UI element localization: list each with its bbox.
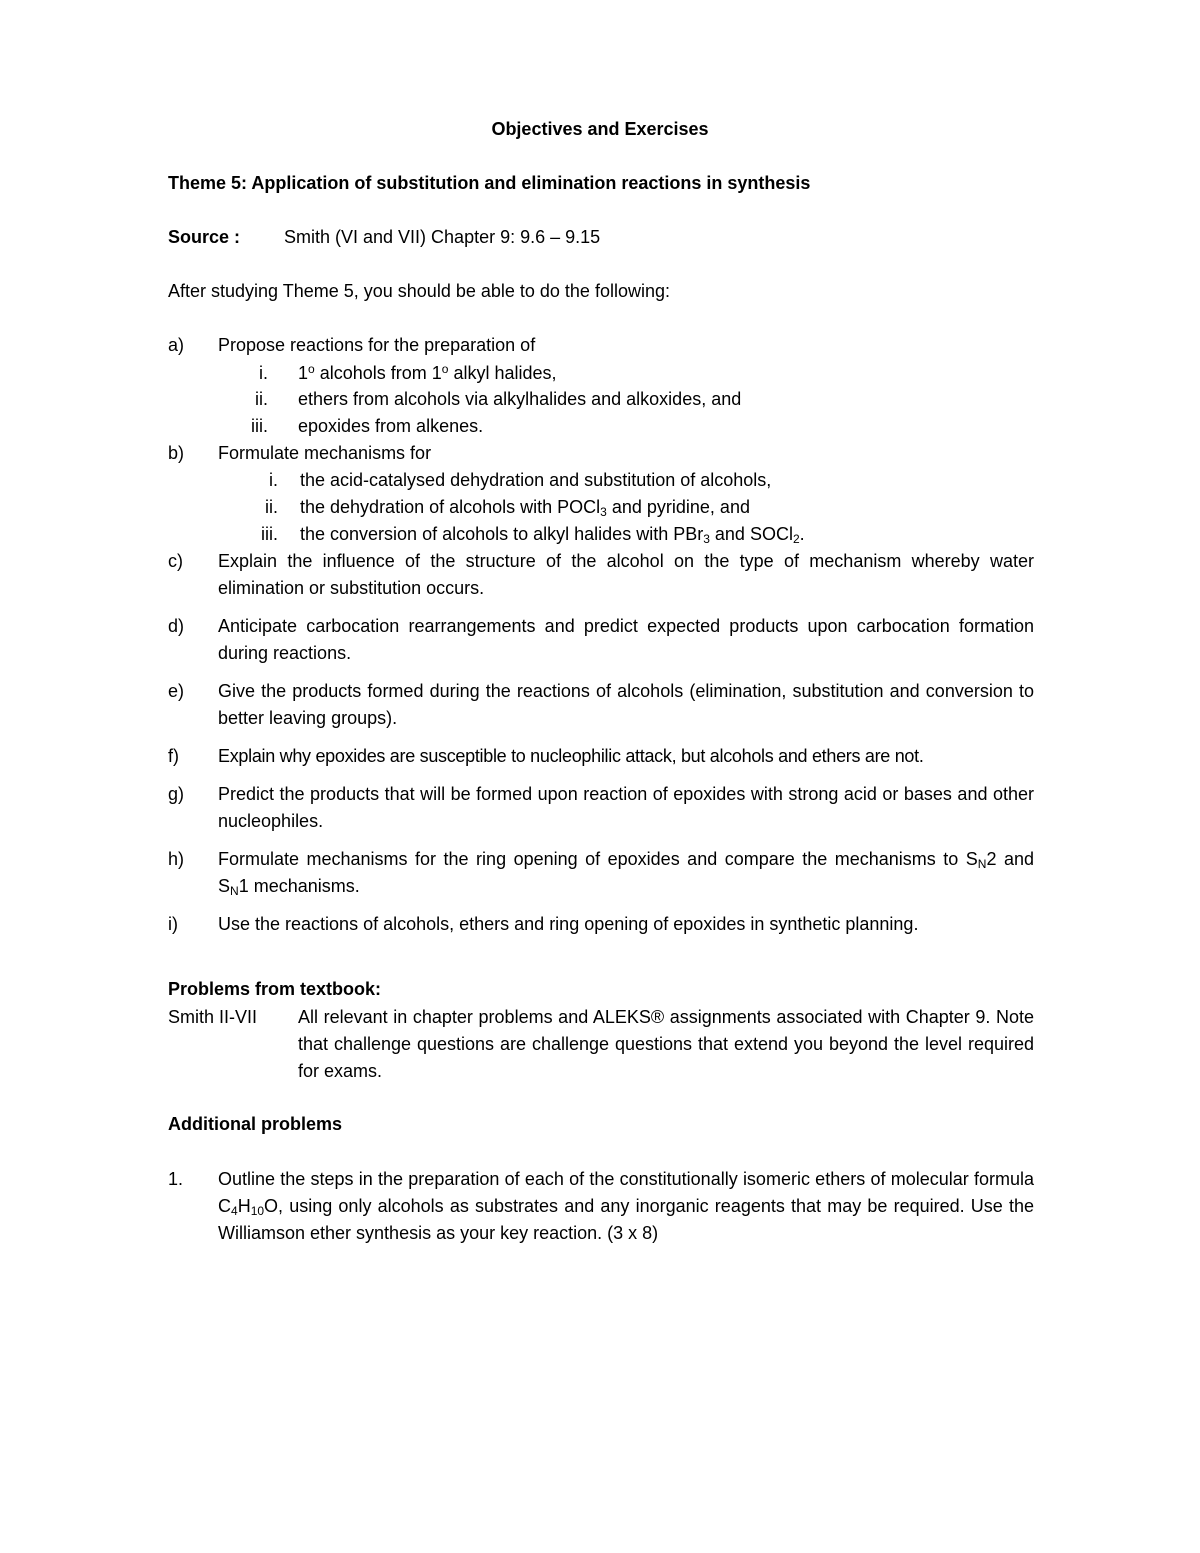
additional-problem-1-text: Outline the steps in the preparation of each of the constitutionally isomeric ethers of molecular formula $C_4H_{10}O$, using only alcohols as substrates and any inorganic reagents that may be required. Use the Williamson ether synthesis as your key reaction. (3 x 8) — [218, 1169, 1034, 1243]
objective-b-sub-2-text: the dehydration of alcohols with POCl$_3$ and pyridine, and — [300, 497, 750, 519]
objective-h-text: Formulate mechanisms for the ring opening of epoxides and compare the mechanisms to $S_N2$ and $S_N1$ mechanisms. — [218, 849, 1035, 898]
objective-a-sub-1-num: i. — [259, 363, 268, 383]
page-title: Objectives and Exercises — [491, 119, 709, 139]
objective-a-sub-1-text: 1$^o$ alcohols from 1$^o$ alkyl halides, — [298, 362, 557, 383]
objective-b-sub-3-text: the conversion of alcohols to alkyl halides with PBr$_3$ and SOCl$_2$. — [300, 524, 805, 546]
objective-b-sub-2-num: ii. — [265, 497, 278, 517]
theme-heading: Theme 5: Application of substitution and elimination reactions in synthesis — [168, 173, 811, 193]
objective-a-text: Propose reactions for the preparation of — [218, 335, 536, 355]
objective-i-letter: i) — [168, 914, 178, 934]
objective-e-text: Give the products formed during the reactions of alcohols (elimination, substitution and conversion to better leaving groups). — [218, 681, 1034, 728]
additional-problem-1-num: 1. — [168, 1169, 184, 1189]
objective-b-sub-1-num: i. — [269, 470, 278, 490]
objective-d-text: Anticipate carbocation rearrangements and predict expected products upon carbocation formation during reactions. — [218, 616, 1034, 663]
objective-g-text: Predict the products that will be formed upon reaction of epoxides with strong acid or bases and other nucleophiles. — [218, 784, 1034, 831]
objective-b-sub-1-text: the acid-catalysed dehydration and substitution of alcohols, — [300, 470, 772, 490]
intro-text: After studying Theme 5, you should be able to do the following: — [168, 281, 670, 301]
objective-e-letter: e) — [168, 681, 185, 701]
objective-d-letter: d) — [168, 616, 185, 636]
problems-textbook-heading: Problems from textbook: — [168, 979, 382, 999]
objective-a-sub-2-text: ethers from alcohols via alkylhalides and alkoxides, and — [298, 389, 742, 409]
problems-textbook-label: Smith II-VII — [168, 1007, 258, 1027]
objective-h-letter: h) — [168, 849, 185, 869]
objective-b-letter: b) — [168, 443, 185, 463]
additional-problems-heading: Additional problems — [168, 1114, 343, 1134]
objective-c-text: Explain the influence of the structure of the alcohol on the type of mechanism whereby water elimination or substitution occurs. — [218, 551, 1034, 598]
objective-a-sub-2-num: ii. — [255, 389, 268, 409]
objective-a-sub-3-num: iii. — [251, 416, 268, 436]
objective-a-sub-3-text: epoxides from alkenes. — [298, 416, 484, 436]
objective-i-text: Use the reactions of alcohols, ethers and ring opening of epoxides in synthetic planning. — [218, 914, 919, 934]
objective-f-text: Explain why epoxides are susceptible to nucleophilic attack, but alcohols and ethers are not. — [218, 746, 924, 766]
objective-b-sub-3-num: iii. — [261, 524, 278, 544]
source-label: Source : — [168, 227, 241, 247]
objective-a-letter: a) — [168, 335, 185, 355]
objective-b-text: Formulate mechanisms for — [218, 443, 432, 463]
problems-textbook-text: All relevant in chapter problems and ALEKS® assignments associated with Chapter 9. Note that challenge questions are challenge questions that extend you beyond the level required for exams. — [298, 1007, 1034, 1081]
source-value: Smith (VI and VII) Chapter 9: 9.6 – 9.15 — [284, 227, 601, 247]
objective-c-letter: c) — [168, 551, 183, 571]
objective-f-letter: f) — [168, 746, 179, 766]
objective-g-letter: g) — [168, 784, 185, 804]
